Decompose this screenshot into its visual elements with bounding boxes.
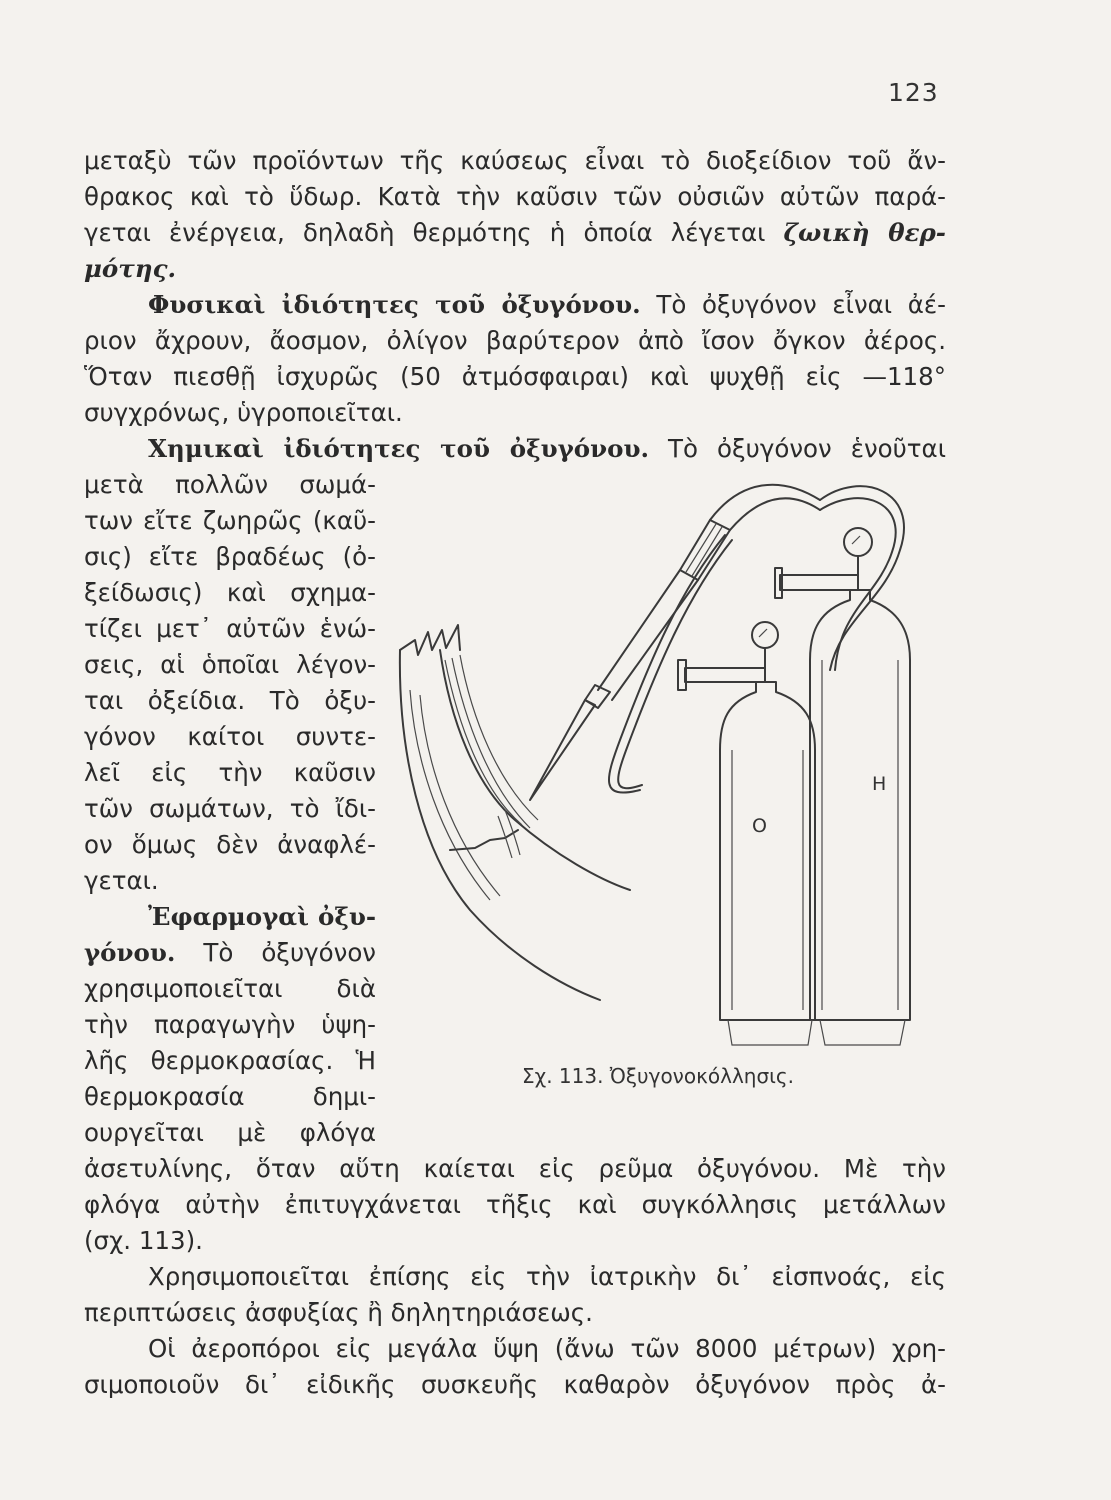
text-line: συγχρόνως, ὑγροποιεῖται. [84,398,403,427]
text-line: ουργεῖται μὲ φλόγα [84,1118,376,1147]
text-line: τῶν σωμάτων, τὸ ἴδι- [84,794,376,823]
text-line: Ὅταν πιεσθῇ ἰσχυρῶς (50 ἀτμόσφαιραι) καὶ ψυχθῇ εἰς —118° [84,362,946,391]
text-line: ξείδωσις) καὶ σχημα- [84,578,376,607]
text-line [84,938,376,968]
figure-oxy-welding [380,460,960,1060]
text-span: Τὸ ὀξυγόνον εἶναι ἀέ- [656,290,946,319]
gas-hoses [609,486,904,792]
text-line: χρησιμοποιεῖται διὰ [84,974,376,1003]
text-span: γεται ἐνέργεια, δηλαδὴ θερμότης ἡ ὁποία λέγεται [84,218,766,247]
section-heading-physical: Φυσικαὶ ἰδιότητες τοῦ ὀξυγόνου. [148,290,641,319]
text-span: Τὸ ὀξυγόνον [203,938,376,967]
text-line [84,254,176,284]
text-line [148,290,946,320]
text-line: περιπτώσεις ἀσφυξίας ἢ δηλητηριάσεως. [84,1298,593,1327]
text-line: ται ὀξείδια. Τὸ ὀξυ- [84,686,376,715]
section-heading-applications: Ἐφαρμογαὶ ὀξυ- [148,902,376,931]
oxygen-cylinder [678,622,815,1045]
text-line: των εἴτε ζωηρῶς (καῦ- [84,506,376,535]
figure-caption: Σχ. 113. Ὀξυγονοκόλλησις. [522,1064,794,1088]
text-line: ριον ἄχρουν, ἄοσμον, ὀλίγον βαρύτερον ἀπὸ ἴσον ὄγκον ἀέρος. [84,326,946,355]
text-line: σις) εἴτε βραδέως (ὀ- [84,542,376,571]
text-line: Οἱ ἀεροπόροι εἰς μεγάλα ὕψη (ἄνω τῶν 8000 μέτρων) χρη- [148,1334,946,1363]
text-line: φλόγα αὐτὴν ἐπιτυγχάνεται τῆξις καὶ συγκόλλησις μετάλλων [84,1190,946,1219]
text-line: λῆς θερμοκρασίας. Ἡ [84,1046,376,1075]
text-span: Τὸ ὀξυγόνον ἑνοῦται [668,434,946,463]
text-line: ον ὅμως δὲν ἀναφλέ- [84,830,376,859]
text-line: γόνον καίτοι συντε- [84,722,376,751]
text-line: λεῖ εἰς τὴν καῦσιν [84,758,376,787]
oxygen-label: O [752,815,767,837]
text-line: θερμοκρασία δημι- [84,1082,376,1111]
text-line: μεταξὺ τῶν προϊόντων τῆς καύσεως εἶναι τὸ διοξείδιον τοῦ ἄν- [84,146,946,175]
text-line [148,902,376,932]
text-line: θρακος καὶ τὸ ὕδωρ. Κατὰ τὴν καῦσιν τῶν οὐσιῶν αὐτῶν παρά- [84,182,946,211]
text-line: σεις, αἱ ὁποῖαι λέγον- [84,650,376,679]
text-line: μετὰ πολλῶν σωμά- [84,470,376,499]
text-line [84,218,946,248]
text-line: τὴν παραγωγὴν ὑψη- [84,1010,376,1039]
section-heading-chemical: Χημικαὶ ἰδιότητες τοῦ ὀξυγόνου. [148,434,650,463]
section-heading-applications-cont: γόνου. [84,938,176,967]
text-line: ἀσετυλίνης, ὅταν αὕτη καίεται εἰς ρεῦμα ὀξυγόνου. Μὲ τὴν [84,1154,946,1183]
metal-workpiece [400,625,630,1000]
emphasis-term: μότης. [84,254,177,283]
text-line: σιμοποιοῦν δι᾽ εἰδικῆς συσκευῆς καθαρὸν ὀξυγόνον πρὸς ἀ- [84,1370,946,1399]
hydrogen-cylinder [775,528,910,1045]
page-number: 123 [888,78,939,107]
text-line: τίζει μετ᾽ αὐτῶν ἑνώ- [84,614,376,643]
text-line: Χρησιμοποιεῖται ἐπίσης εἰς τὴν ἰατρικὴν δι᾽ εἰσπνοάς, εἰς [148,1262,946,1291]
text-line: γεται. [84,866,159,895]
emphasis-term: ζωικὴ θερ- [783,218,946,247]
hydrogen-label: H [872,773,887,795]
text-line: (σχ. 113). [84,1226,203,1255]
